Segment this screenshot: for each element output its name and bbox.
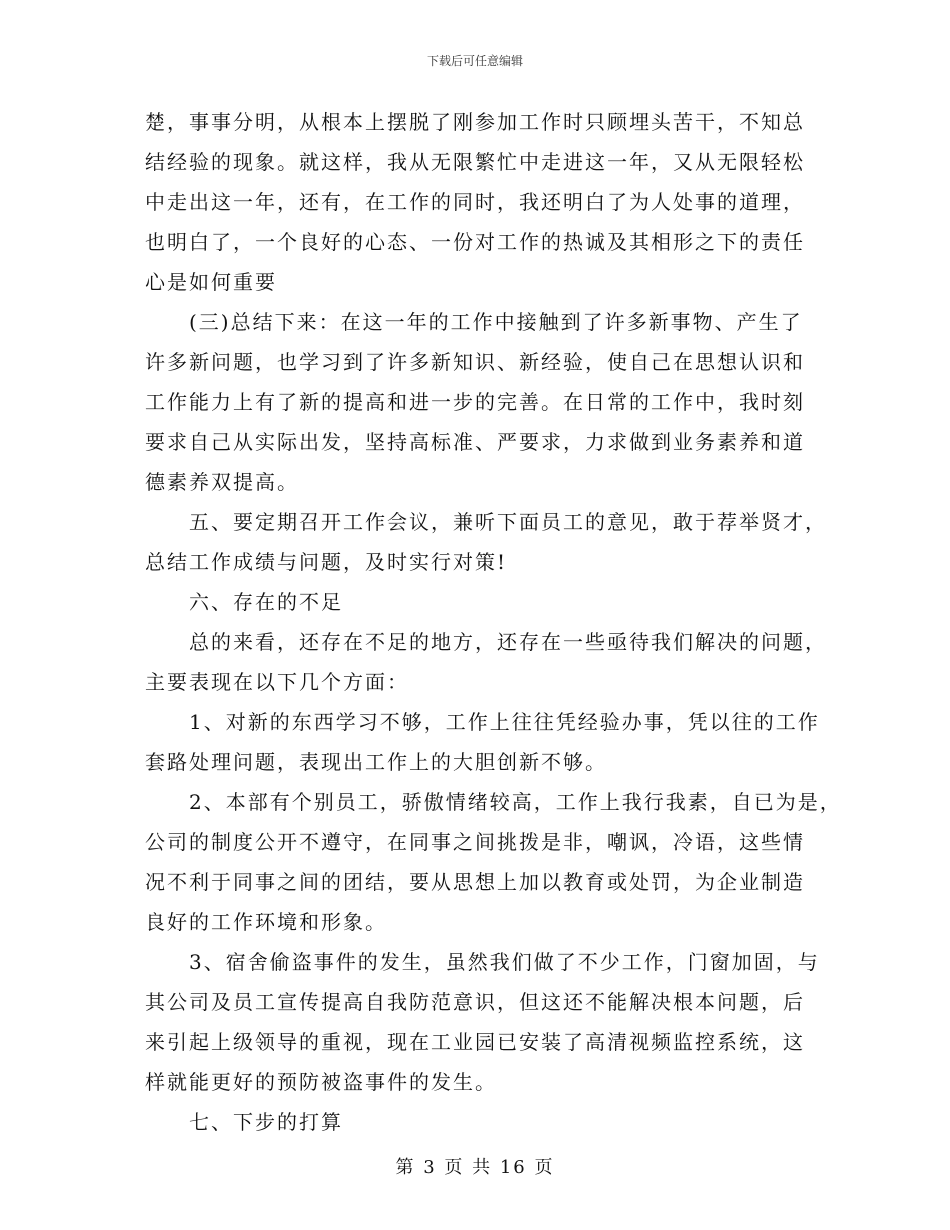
page-footer: 第 3 页 共 16 页 [395,1157,555,1178]
text-line: 结经验的现象。就这样，我从无限繁忙中走进这一年，又从无限轻松 [145,150,805,174]
text-line: 其公司及员工宣传提高自我防范意识，但这还不能解决根本问题，后 [145,990,805,1014]
text-line: 样就能更好的预防被盗事件的发生。 [145,1070,497,1094]
text-line: 总结工作成绩与问题，及时实行对策! [145,550,508,574]
text-line: 工作能力上有了新的提高和进一步的完善。在日常的工作中，我时刻 [145,390,805,414]
text-line: 六、存在的不足 [189,590,343,614]
text-line: 楚，事事分明，从根本上摆脱了刚参加工作时只顾埋头苦干，不知总 [145,110,805,134]
text-line: 公司的制度公开不遵守，在同事之间挑拨是非，嘲讽，冷语，这些情 [145,830,805,854]
text-line: 套路处理问题，表现出工作上的大胆创新不够。 [145,750,607,774]
text-line: 主要表现在以下几个方面： [145,670,409,694]
text-line: 心是如何重要 [145,270,277,294]
text-line: 2、本部有个别员工，骄傲情绪较高，工作上我行我素，自已为是， [189,790,842,814]
text-line: 五、要定期召开工作会议，兼听下面员工的意见，敢于荐举贤才， [189,510,827,534]
document-body [145,102,842,1142]
text-line: 也明白了，一个良好的心态、一份对工作的热诚及其相形之下的责任 [145,230,805,254]
text-line: 中走出这一年，还有，在工作的同时，我还明白了为人处事的道理， [145,190,805,214]
text-line: 许多新问题，也学习到了许多新知识、新经验，使自己在思想认识和 [145,350,805,374]
text-line: 德素养双提高。 [145,470,299,494]
text-line: 3、宿舍偷盗事件的发生，虽然我们做了不少工作，门窗加固，与 [189,950,820,974]
text-line: 总的来看，还存在不足的地方，还存在一些亟待我们解决的问题， [189,630,827,654]
text-line: 况不利于同事之间的团结，要从思想上加以教育或处罚，为企业制造 [145,870,805,894]
text-line: 良好的工作环境和形象。 [145,910,387,934]
text-line: 要求自己从实际出发，坚持高标准、严要求，力求做到业务素养和道 [145,430,805,454]
text-line: 七、下步的打算 [189,1110,343,1134]
page-header: 下载后可任意编辑 [426,54,523,68]
text-line: (三)总结下来：在这一年的工作中接触到了许多新事物、产生了 [189,310,803,334]
text-line: 1、对新的东西学习不够，工作上往往凭经验办事，凭以往的工作 [189,710,820,734]
text-line: 来引起上级领导的重视，现在工业园已安装了高清视频监控系统，这 [145,1030,805,1054]
